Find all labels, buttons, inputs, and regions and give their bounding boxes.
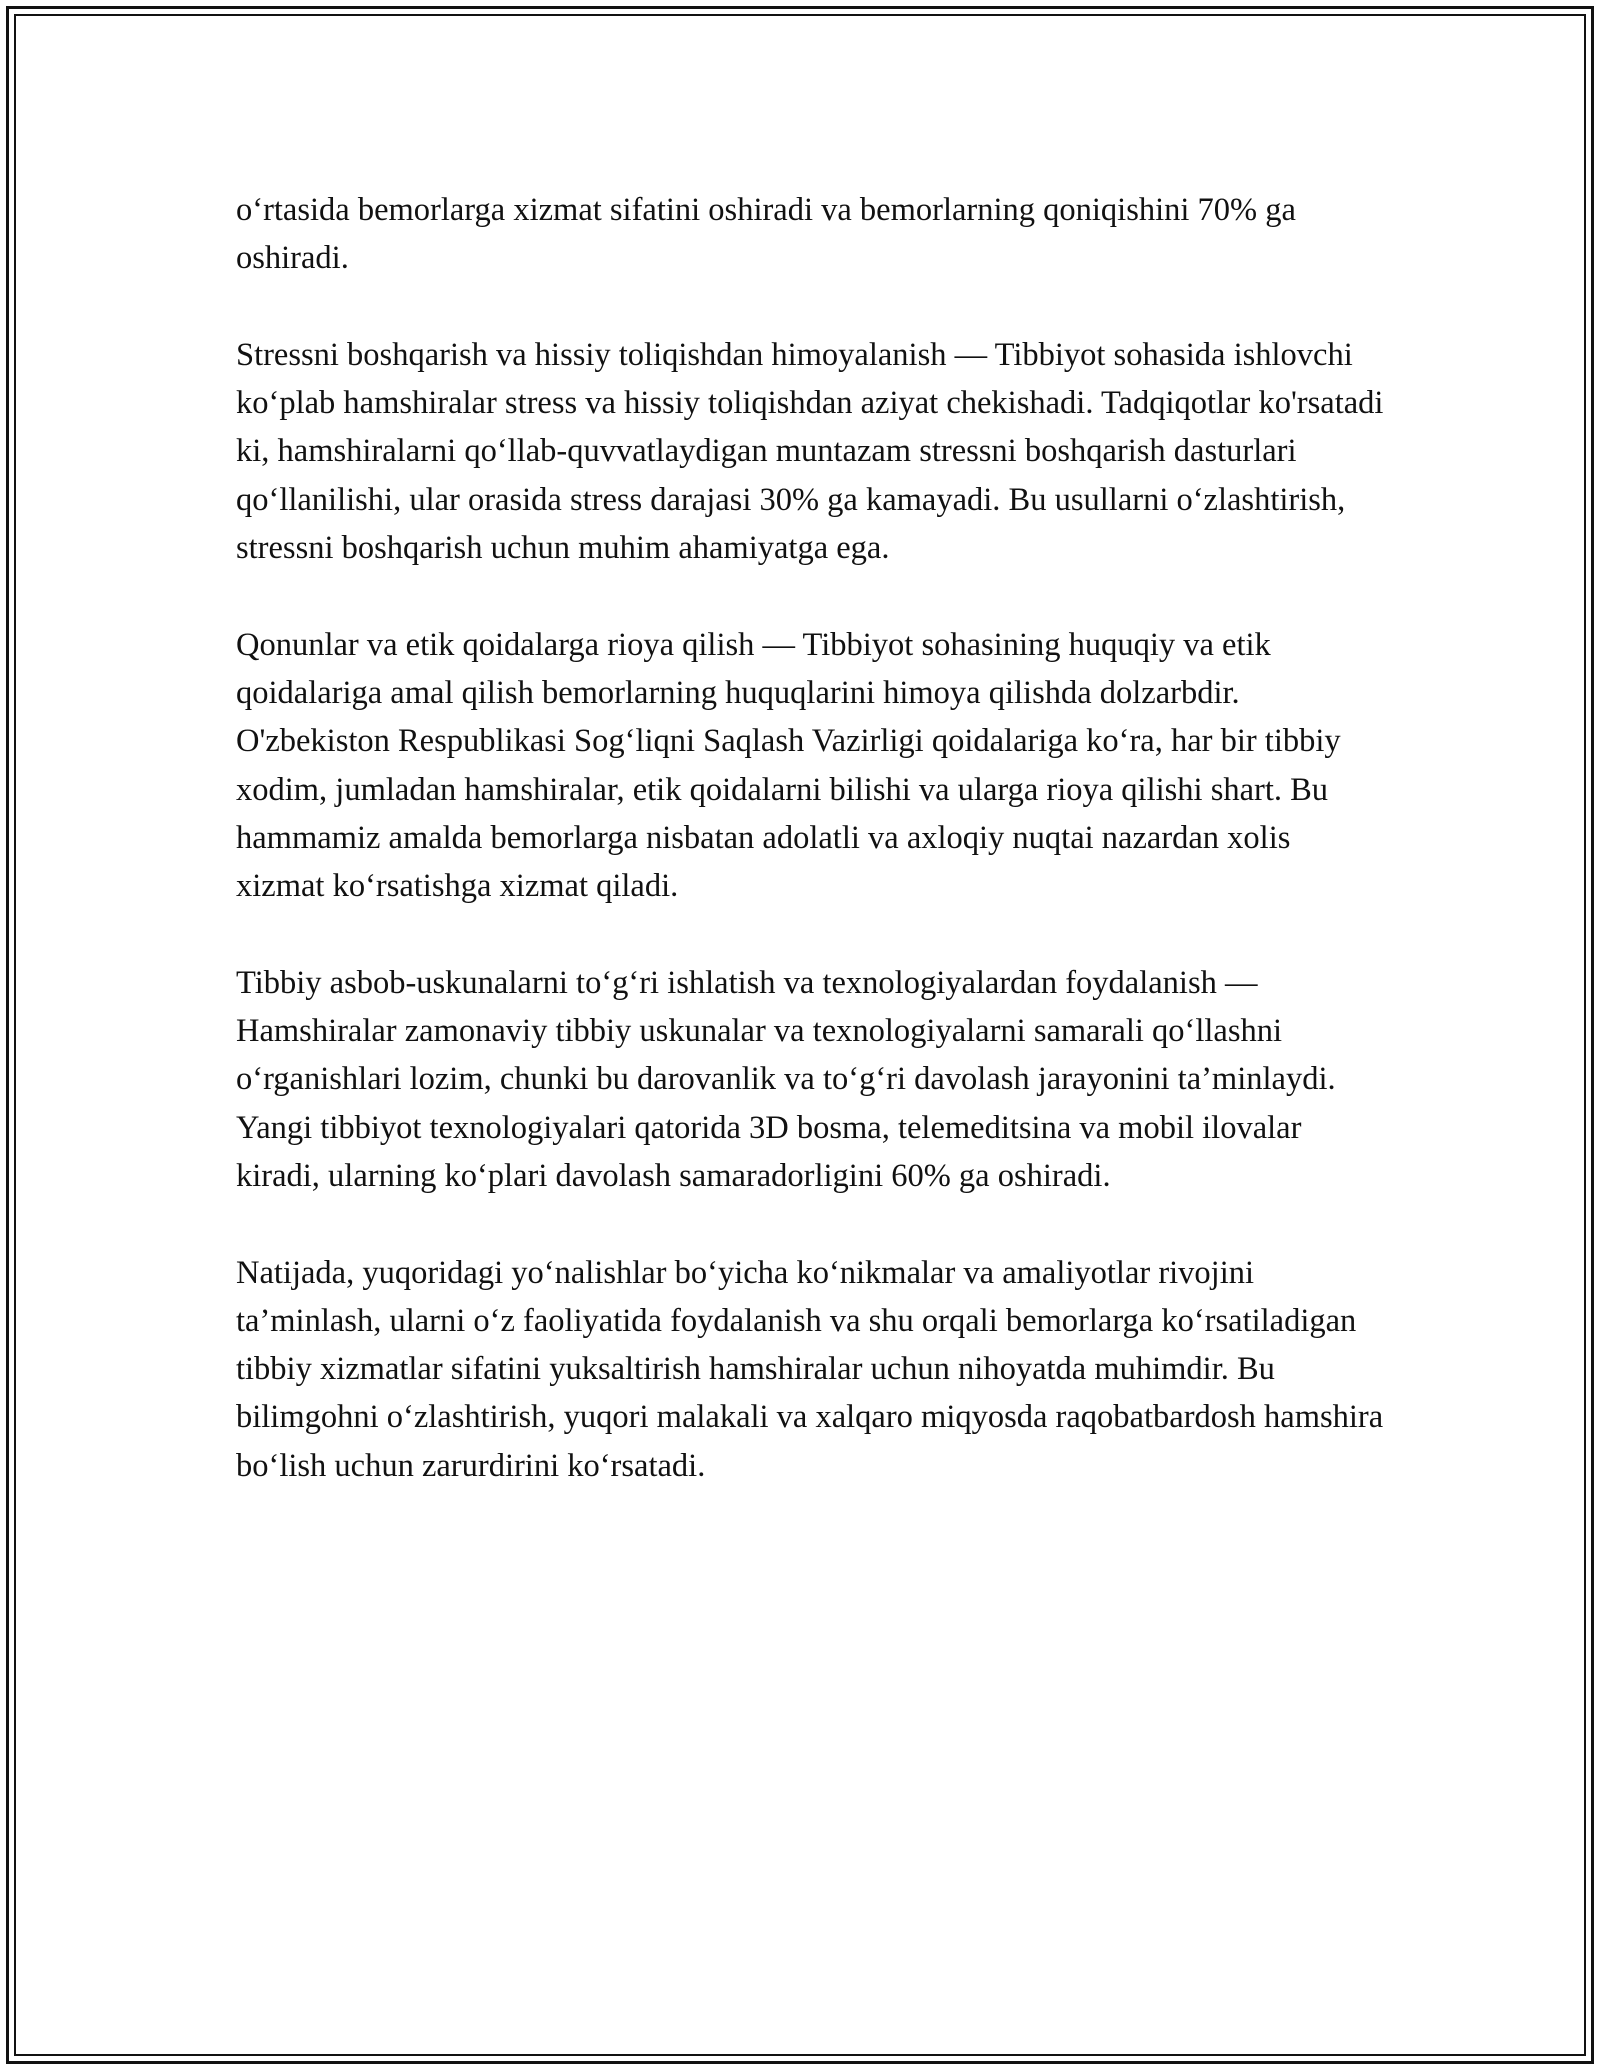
document-body	[236, 186, 1386, 1538]
paragraph-stress-management: Stressni boshqarish va hissiy toliqishdan himoyalanish — Tibbiyot sohasida ishlovchi ko‘plab hamshiralar stress va hissiy toliqishdan aziyat chekishadi. Tadqiqotlar ko'rsatadi ki, hamshiralarni qo‘llab-quvvatlaydigan muntazam stressni boshqarish dasturlari qo‘llanilishi, ular orasida stress darajasi 30% ga kamayadi. Bu usullarni o‘zlashtirish, stressni boshqarish uchun muhim ahamiyatga ega.	[236, 336, 1384, 567]
paragraph-conclusion: Natijada, yuqoridagi yo‘nalishlar bo‘yicha ko‘nikmalar va amaliyotlar rivojini ta’minlash, ularni o‘z faoliyatida foydalanish va shu orqali bemorlarga ko‘rsatiladigan tibbiy xizmatlar sifatini yuksaltirish hamshiralar uchun nihoyatda muhimdir. Bu bilimgohni o‘zlashtirish, yuqori malakali va xalqaro miqyosda raqobatbardosh hamshira bo‘lish uchun zarurdirini ko‘rsatadi.	[236, 1254, 1384, 1484]
paragraph-medical-equipment: Tibbiy asbob-uskunalarni to‘g‘ri ishlatish va texnologiyalardan foydalanish — Hamshiralar zamonaviy tibbiy uskunalar va texnologiyalarni samarali qo‘llashni o‘rganishlari lozim, chunki bu darovanlik va to‘g‘ri davolash jarayonini ta’minlaydi. Yangi tibbiyot texnologiyalari qatorida 3D bosma, telemeditsina va mobil ilovalar kiradi, ularning ko‘plari davolash samaradorligini 60% ga oshiradi.	[236, 964, 1336, 1194]
paragraph-continuation: o‘rtasida bemorlarga xizmat sifatini oshiradi va bemorlarning qoniqishini 70% ga oshiradi.	[236, 192, 1296, 277]
paragraph-laws-ethics: Qonunlar va etik qoidalarga rioya qilish — Tibbiyot sohasining huquqiy va etik qoidalariga amal qilish bemorlarning huquqlarini himoya qilishda dolzarbdir. O'zbekiston Respublikasi Sog‘liqni Saqlash Vazirligi qoidalariga ko‘ra, har bir tibbiy xodim, jumladan hamshiralar, etik qoidalarni bilishi va ularga rioya qilishi shart. Bu hammamiz amalda bemorlarga nisbatan adolatli va axloqiy nuqtai nazardan xolis xizmat ko‘rsatishga xizmat qiladi.	[236, 626, 1341, 905]
